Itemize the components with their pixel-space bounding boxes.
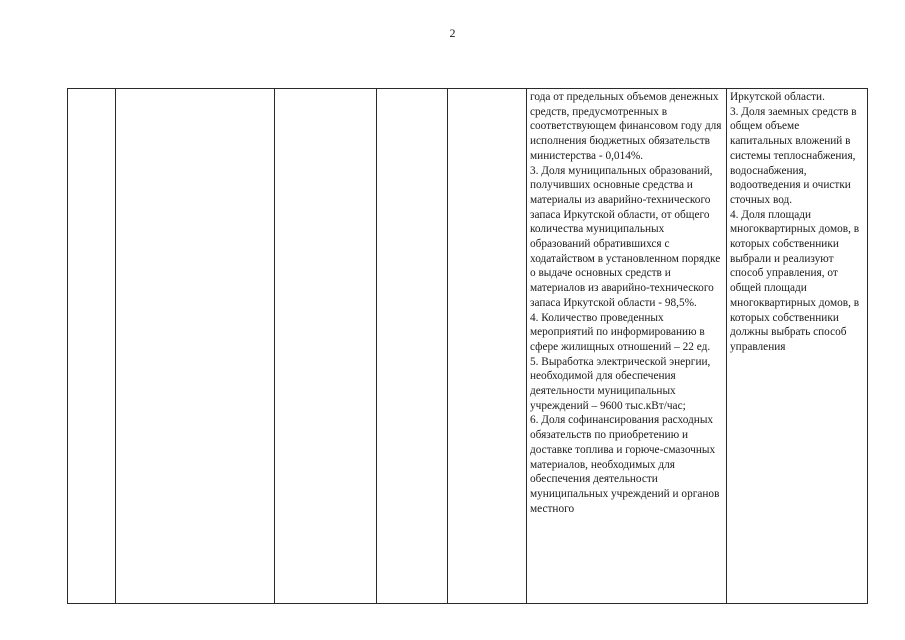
document-table — [67, 88, 868, 604]
table-cell-2 — [116, 89, 275, 604]
table-cell-4 — [377, 89, 448, 604]
table-cell-5 — [448, 89, 527, 604]
table-row — [68, 89, 868, 604]
page-number: 2 — [449, 26, 456, 40]
table-cell-3 — [275, 89, 377, 604]
targets-text: Иркутской области. 3. Доля заемных средств в общем объеме капитальных вложений в системы теплоснабжения, водоснабжения, водоотведения и очистки сточных вод. 4. Доля площади многоквартирных домов, в которых собственники выбрали и реализуют способ управления, от общей площади многоквартирных домов, в которых собственники должны выбрать способ управления — [730, 91, 860, 353]
table-cell-indicators — [527, 89, 727, 604]
table-cell-targets — [727, 89, 868, 604]
indicators-text: года от предельных объемов денежных средств, предусмотренных в соответствующем финансовом году для исполнения бюджетных обязательств министерства - 0,014%. 3. Доля муниципальных образований, получивших основные средства и материалы из аварийно-технического запаса Иркутской области, от общего количества муниципальных образований обратившихся с ходатайством в установленном порядке о выдаче основных средств и материалов из аварийно-технического запаса Иркутской области - 98,5%. 4. Количество проведенных мероприятий по информированию в сфере жилищных отношений – 22 ед. 5. Выработка электрической энергии, необходимой для обеспечения деятельности муниципальных учреждений – 9600 тыс.кВт/час; 6. Доля софинансирования расходных обязательств по приобретению и доставке топлива и горюче-смазочных материалов, необходимых для обеспечения деятельности муниципальных учреждений и органов местного — [530, 91, 722, 515]
table-cell-1 — [68, 89, 116, 604]
